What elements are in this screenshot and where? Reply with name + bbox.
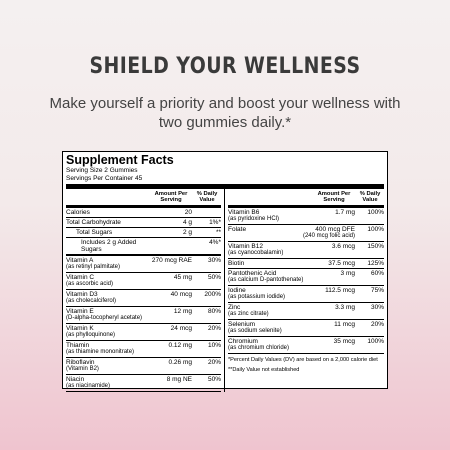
nutrient-cell bbox=[66, 376, 148, 390]
nutrient-name: Vitamin B6 bbox=[228, 209, 260, 216]
facts-left-column bbox=[66, 189, 225, 392]
amount-header: Amount Per Serving bbox=[317, 190, 351, 203]
daily-value: 4%* bbox=[209, 239, 221, 246]
nutrient-source: (as cholecalciferol) bbox=[66, 298, 117, 304]
nutrient-cell bbox=[66, 291, 148, 305]
nutrient-amount: 20 bbox=[184, 209, 192, 216]
nutrient-row bbox=[66, 290, 221, 307]
nutrient-name: Thiamin bbox=[66, 342, 90, 349]
nutrient-amount: 45 mg bbox=[173, 274, 192, 281]
nutrient-source: (as thiamine mononitrate) bbox=[66, 349, 135, 355]
nutrient-source: (as chromium chloride) bbox=[228, 345, 290, 351]
nutrient-amount: 8 mg NE bbox=[166, 376, 192, 383]
amount-cell bbox=[311, 260, 358, 267]
nutrient-cell bbox=[228, 321, 311, 335]
amount-cell bbox=[148, 229, 195, 236]
nutrient-row bbox=[228, 303, 384, 320]
facts-right-column bbox=[225, 189, 384, 392]
nutrient-row bbox=[66, 218, 221, 228]
nutrient-source: (as niacinamide) bbox=[66, 383, 111, 389]
amount-note: (240 mcg folic acid) bbox=[302, 233, 355, 239]
amount-cell bbox=[148, 308, 195, 322]
nutrient-row bbox=[66, 273, 221, 290]
column-header bbox=[66, 189, 221, 208]
nutrient-name: Pantothenic Acid bbox=[228, 270, 277, 277]
amount-cell bbox=[311, 287, 358, 301]
nutrient-amount: 4 g bbox=[182, 219, 192, 226]
nutrient-amount: 12 mg bbox=[173, 308, 192, 315]
daily-value: 100% bbox=[367, 226, 384, 233]
nutrient-name: Vitamin A bbox=[66, 257, 94, 264]
amount-cell bbox=[148, 257, 195, 271]
amount-cell bbox=[148, 239, 195, 253]
nutrient-amount: 1.7 mg bbox=[335, 209, 355, 216]
nutrient-amount: 11 mcg bbox=[334, 321, 355, 328]
nutrient-cell bbox=[66, 342, 148, 356]
daily-value: 20% bbox=[207, 325, 221, 332]
nutrient-cell bbox=[66, 239, 148, 253]
nutrient-amount: 3.6 mcg bbox=[331, 243, 355, 250]
nutrient-cell bbox=[66, 209, 148, 216]
daily-value: 100% bbox=[367, 338, 384, 345]
nutrient-name: Iodine bbox=[228, 287, 246, 294]
nutrient-cell bbox=[66, 274, 148, 288]
amount-cell bbox=[148, 291, 195, 305]
nutrient-cell bbox=[228, 209, 311, 223]
nutrient-amount: 0.26 mg bbox=[168, 359, 192, 366]
column-header bbox=[228, 189, 384, 208]
nutrient-name: Chromium bbox=[228, 338, 258, 345]
nutrient-cell bbox=[228, 304, 311, 318]
nutrient-cell bbox=[228, 243, 311, 257]
nutrient-name: Selenium bbox=[228, 321, 256, 328]
daily-value: 60% bbox=[370, 270, 384, 277]
serving-size: Serving Size 2 Gummies bbox=[66, 167, 138, 174]
daily-value: 125% bbox=[367, 260, 384, 267]
nutrient-cell bbox=[228, 270, 311, 284]
nutrient-source: (as zinc citrate) bbox=[228, 311, 269, 317]
nutrient-name: Vitamin D3 bbox=[66, 291, 98, 298]
amount-cell bbox=[311, 338, 358, 352]
amount-header: Amount Per Serving bbox=[154, 190, 188, 203]
amount-cell bbox=[311, 209, 358, 223]
nutrient-name: Vitamin B12 bbox=[228, 243, 263, 250]
nutrient-row bbox=[228, 208, 384, 225]
nutrient-source: (as calcium D-pantothenate) bbox=[228, 277, 304, 283]
nutrient-cell bbox=[66, 229, 148, 236]
daily-value: 30% bbox=[370, 304, 384, 311]
nutrient-cell bbox=[66, 257, 148, 271]
nutrient-source: (as pyridoxine HCl) bbox=[228, 216, 280, 222]
subheadline: Make yourself a priority and boost your wellness with two gummies daily.* bbox=[49, 95, 401, 131]
daily-value: 50% bbox=[207, 274, 221, 281]
nutrient-row bbox=[66, 341, 221, 358]
nutrient-amount: 37.5 mcg bbox=[328, 260, 355, 267]
nutrient-amount: 35 mcg bbox=[333, 338, 355, 345]
nutrient-row bbox=[66, 238, 221, 256]
nutrient-row bbox=[66, 375, 221, 392]
nutrient-amount: 2 g bbox=[182, 229, 192, 236]
amount-cell bbox=[148, 342, 195, 356]
amount-cell bbox=[148, 376, 195, 390]
nutrient-name: Calories bbox=[66, 209, 90, 216]
nutrient-name: Vitamin C bbox=[66, 274, 95, 281]
nutrient-amount: 3.3 mg bbox=[335, 304, 355, 311]
amount-cell bbox=[311, 304, 358, 318]
nutrient-amount: 24 mcg bbox=[170, 325, 192, 332]
nutrient-row bbox=[228, 242, 384, 259]
headline: SHIELD YOUR WELLNESS bbox=[89, 54, 361, 79]
nutrient-cell bbox=[66, 219, 148, 226]
nutrient-name: Vitamin K bbox=[66, 325, 94, 332]
daily-value: 30% bbox=[207, 257, 221, 264]
nutrient-amount: 112.5 mcg bbox=[325, 287, 355, 294]
nutrient-row bbox=[228, 225, 384, 242]
nutrient-source: (D-alpha-tocopheryl acetate) bbox=[66, 315, 143, 321]
nutrient-row bbox=[228, 337, 384, 354]
servings-per-container: Servings Per Container 45 bbox=[66, 174, 143, 182]
amount-cell bbox=[293, 226, 358, 240]
nutrient-row bbox=[66, 307, 221, 324]
nutrient-amount: 270 mcg RAE bbox=[151, 257, 192, 264]
daily-value: 20% bbox=[207, 359, 221, 366]
nutrient-row bbox=[228, 286, 384, 303]
nutrient-amount: 400 mcg DFE bbox=[315, 226, 355, 233]
nutrient-name: Zinc bbox=[228, 304, 241, 311]
nutrient-name: Niacin bbox=[66, 376, 85, 383]
daily-value: 80% bbox=[207, 308, 221, 315]
nutrient-name: Includes 2 g Added Sugars bbox=[81, 239, 137, 253]
nutrient-row bbox=[228, 259, 384, 269]
nutrient-cell bbox=[228, 287, 311, 301]
amount-cell bbox=[148, 325, 195, 339]
nutrient-row bbox=[66, 358, 221, 375]
nutrient-name: Folate bbox=[228, 226, 247, 233]
dv-header: % Daily Value bbox=[359, 190, 381, 203]
nutrient-cell bbox=[66, 325, 148, 339]
nutrient-name: Biotin bbox=[228, 260, 245, 267]
daily-value: 200% bbox=[204, 291, 221, 298]
daily-value: 10% bbox=[207, 342, 221, 349]
nutrient-cell bbox=[228, 338, 311, 352]
daily-value: 1%* bbox=[209, 219, 221, 226]
nutrient-amount: 3 mg bbox=[340, 270, 355, 277]
amount-cell bbox=[311, 321, 358, 335]
nutrient-name: Vitamin E bbox=[66, 308, 94, 315]
nutrient-cell bbox=[228, 226, 293, 240]
amount-cell bbox=[148, 209, 195, 216]
amount-cell bbox=[148, 359, 195, 373]
footnote-dv: *Percent Daily Values (DV) are based on a 2,000 calorie diet bbox=[228, 357, 378, 363]
daily-value: ** bbox=[215, 229, 221, 236]
nutrient-name: Total Carbohydrate bbox=[66, 219, 121, 226]
nutrient-source: (as potassium iodide) bbox=[228, 294, 286, 300]
nutrient-source: (as phylloquinone) bbox=[66, 332, 116, 338]
daily-value bbox=[195, 209, 221, 216]
amount-cell bbox=[311, 270, 358, 284]
nutrient-amount: 0.12 mg bbox=[168, 342, 192, 349]
nutrient-name: Riboflavin bbox=[66, 359, 95, 366]
nutrient-name: Total Sugars bbox=[76, 229, 113, 236]
amount-cell bbox=[311, 243, 358, 257]
nutrient-row bbox=[66, 324, 221, 341]
nutrient-source: (as ascorbic acid) bbox=[66, 281, 114, 287]
dv-header: % Daily Value bbox=[196, 190, 218, 203]
nutrient-amount: 40 mcg bbox=[170, 291, 192, 298]
supplement-facts-panel bbox=[62, 151, 388, 389]
nutrient-cell bbox=[66, 308, 148, 322]
nutrient-row bbox=[66, 256, 221, 273]
daily-value: 75% bbox=[370, 287, 384, 294]
daily-value: 20% bbox=[370, 321, 384, 328]
nutrient-source: (as sodium selenite) bbox=[228, 328, 282, 334]
amount-cell bbox=[148, 219, 195, 226]
daily-value: 50% bbox=[207, 376, 221, 383]
nutrient-source: (Vitamin B2) bbox=[66, 366, 99, 372]
daily-value: 150% bbox=[367, 243, 384, 250]
nutrient-cell bbox=[66, 359, 148, 373]
nutrient-row bbox=[228, 269, 384, 286]
daily-value: 100% bbox=[367, 209, 384, 216]
amount-cell bbox=[148, 274, 195, 288]
nutrient-row bbox=[66, 228, 221, 238]
nutrient-cell bbox=[228, 260, 311, 267]
nutrient-source: (as cyanocobalamin) bbox=[228, 250, 284, 256]
nutrient-row bbox=[66, 208, 221, 218]
nutrient-row bbox=[228, 320, 384, 337]
nutrient-source: (as retinyl palmitate) bbox=[66, 264, 121, 270]
footnote-not-established: **Daily Value not established bbox=[228, 366, 300, 373]
facts-title: Supplement Facts bbox=[66, 153, 174, 167]
